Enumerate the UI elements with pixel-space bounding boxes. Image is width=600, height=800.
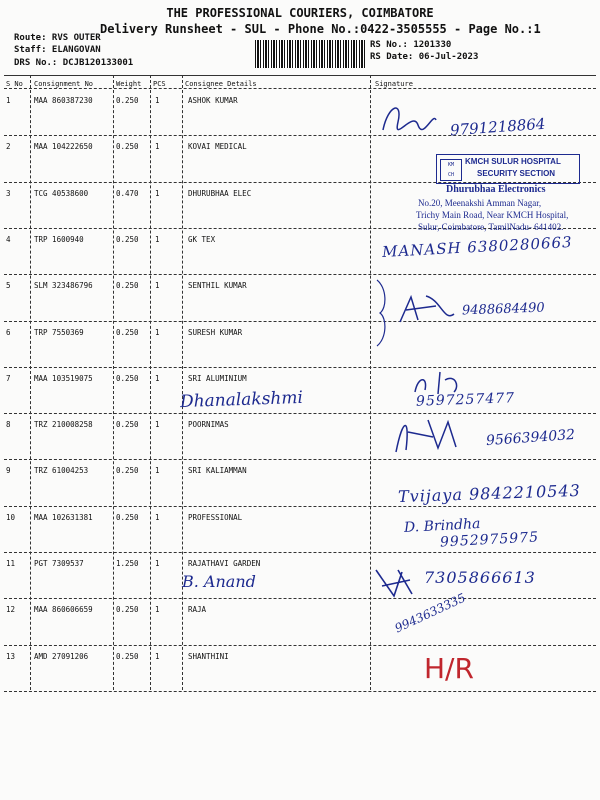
signature-row-12: 9943633335 [392, 590, 468, 636]
row-weight: 0.250 [116, 373, 139, 383]
col-header-weight: Weight [116, 80, 142, 88]
row-divider [4, 459, 596, 460]
col-header-consignee: Consignee Details [185, 80, 257, 88]
shop-name: Dhurubhaa Electronics [446, 184, 546, 195]
row-consignment-no: MAA 104222650 [34, 142, 93, 152]
barcode [255, 40, 365, 68]
document-subtitle: Delivery Runsheet - SUL - Phone No.:0422-3505555 - Page No.:1 [100, 22, 541, 36]
signature-scribble-icon [378, 100, 438, 140]
row-divider [4, 413, 596, 414]
bracket-mark-icon [372, 278, 392, 348]
row-weight: 0.470 [116, 188, 139, 198]
row-consignment-no: TRP 1600940 [34, 234, 84, 244]
shop-address-line3: Sulur, Coimbatore, TamilNadu- 641402. [418, 222, 564, 232]
rs-number: RS No.: 1201330 [370, 40, 452, 50]
signature-row-5-6: 9488684490 [461, 300, 545, 319]
signature-row-11: 7305866613 [424, 568, 536, 587]
row-divider [4, 645, 596, 646]
row-sno: 8 [6, 420, 11, 430]
row-consignee: GK TEX [188, 234, 216, 244]
row-weight: 0.250 [116, 327, 139, 337]
row-pcs: 1 [155, 281, 160, 291]
col-header-consignment: Consignment No [34, 80, 94, 88]
stamp-title: KMCH SULUR HOSPITAL [465, 157, 561, 166]
drs-number: DRS No.: DCJB120133001 [14, 58, 134, 68]
row-pcs: 1 [155, 559, 160, 568]
row-pcs: 1 [155, 466, 160, 476]
row-pcs: 1 [155, 512, 160, 522]
row-consignment-no: TRP 7550369 [34, 327, 84, 337]
row-consignee: DHURUBHAA ELEC [188, 188, 252, 198]
signature-row-10-name: D. Brindha [403, 516, 481, 536]
row-divider [4, 274, 596, 275]
table-header-border [4, 88, 596, 89]
row-pcs: 1 [155, 373, 160, 383]
row-divider [4, 552, 596, 553]
signature-row-9: Tvijaya 9842210543 [397, 480, 582, 507]
route-label: Route: RVS OUTER [14, 33, 101, 43]
row-consignment-no: SLM 323486796 [34, 281, 93, 291]
row-sno: 6 [6, 327, 11, 337]
row-pcs: 1 [155, 142, 160, 152]
row-consignee: SRI ALUMINIUM [188, 373, 247, 383]
row-weight: 0.250 [116, 281, 139, 291]
hospital-stamp [436, 154, 580, 184]
row-weight: 0.250 [116, 466, 139, 476]
row-sno: 3 [6, 188, 11, 198]
row-divider [4, 506, 596, 507]
signature-row-7-name: Dhanalakshmi [179, 387, 304, 413]
row-consignment-no: TCG 40538600 [34, 188, 89, 198]
row-divider [4, 367, 596, 368]
row-weight: 0.250 [116, 96, 139, 105]
row-pcs: 1 [155, 234, 160, 244]
row-consignment-no: MAA 860606659 [34, 605, 93, 615]
row-consignment-no: MAA 103519075 [34, 373, 93, 383]
row-pcs: 1 [155, 651, 160, 661]
row-consignee: SURESH KUMAR [188, 327, 243, 337]
document-title: THE PROFESSIONAL COURIERS, COIMBATORE [166, 6, 434, 20]
row-divider [4, 321, 596, 322]
signature-row-1: 9791218864 [449, 114, 546, 140]
row-sno: 4 [6, 234, 11, 244]
row-consignee: ASHOK KUMAR [188, 96, 238, 105]
row-consignee: SHANTHINI [188, 651, 229, 661]
row-divider [4, 598, 596, 599]
row-weight: 1.250 [116, 559, 139, 568]
shop-address-line2: Trichy Main Road, Near KMCH Hospital, [416, 210, 569, 220]
row-sno: 2 [6, 142, 11, 152]
row-consignee: RAJATHAVI GARDEN [188, 559, 261, 568]
row-sno: 7 [6, 373, 11, 383]
row-consignee: SRI KALIAMMAN [188, 466, 247, 476]
row-sno: 1 [6, 96, 11, 105]
row-consignment-no: MAA 102631381 [34, 512, 93, 522]
signature-scribble-icon [372, 566, 418, 600]
row-sno: 10 [6, 512, 16, 522]
row-weight: 0.250 [116, 142, 139, 152]
signature-row-10: 9952975975 [439, 529, 540, 551]
row-sno: 9 [6, 466, 11, 476]
row-consignee: KOVAI MEDICAL [188, 142, 247, 152]
row-consignment-no: PGT 7309537 [34, 559, 84, 568]
shop-address-line1: No.20, Meenakshi Amman Nagar, [418, 198, 542, 208]
row-divider [4, 135, 596, 136]
row-weight: 0.250 [116, 234, 139, 244]
table-top-border [4, 75, 596, 76]
row-weight: 0.250 [116, 420, 139, 430]
row-consignee: RAJA [188, 605, 207, 615]
signature-row-11-name: B. Anand [182, 572, 256, 591]
row-weight: 0.250 [116, 651, 139, 661]
row-sno: 11 [6, 559, 16, 568]
signature-row-4: MANASH 6380280663 [381, 233, 574, 261]
signature-row-8: 9566394032 [485, 426, 576, 450]
row-pcs: 1 [155, 96, 160, 105]
row-consignee: SENTHIL KUMAR [188, 281, 247, 291]
row-consignee: POORNIMAS [188, 420, 229, 430]
stamp-subtitle: SECURITY SECTION [477, 169, 556, 178]
row-pcs: 1 [155, 420, 160, 430]
signature-scribble-icon [396, 292, 456, 328]
signature-scribble-icon [388, 412, 478, 457]
row-divider [4, 691, 596, 692]
row-pcs: 1 [155, 605, 160, 615]
staff-label: Staff: ELANGOVAN [14, 45, 101, 55]
col-header-pcs: PCS [153, 80, 166, 88]
rs-date: RS Date: 06-Jul-2023 [370, 52, 479, 62]
row-sno: 13 [6, 651, 16, 661]
row-consignment-no: AMD 27091206 [34, 651, 89, 661]
row-weight: 0.250 [116, 512, 139, 522]
signature-row-13: H/R [424, 652, 474, 685]
row-consignee: PROFESSIONAL [188, 512, 243, 522]
row-sno: 12 [6, 605, 16, 615]
col-header-signature: Signature [375, 80, 413, 88]
signature-row-7: 9597257477 [415, 390, 516, 410]
kmch-logo-icon: KM CH [440, 159, 462, 181]
col-header-sno: S No [6, 80, 23, 88]
row-consignment-no: MAA 860387230 [34, 96, 93, 105]
row-consignment-no: TRZ 61004253 [34, 466, 89, 476]
row-weight: 0.250 [116, 605, 139, 615]
row-pcs: 1 [155, 327, 160, 337]
row-consignment-no: TRZ 210008258 [34, 420, 93, 430]
row-sno: 5 [6, 281, 11, 291]
row-pcs: 1 [155, 188, 160, 198]
